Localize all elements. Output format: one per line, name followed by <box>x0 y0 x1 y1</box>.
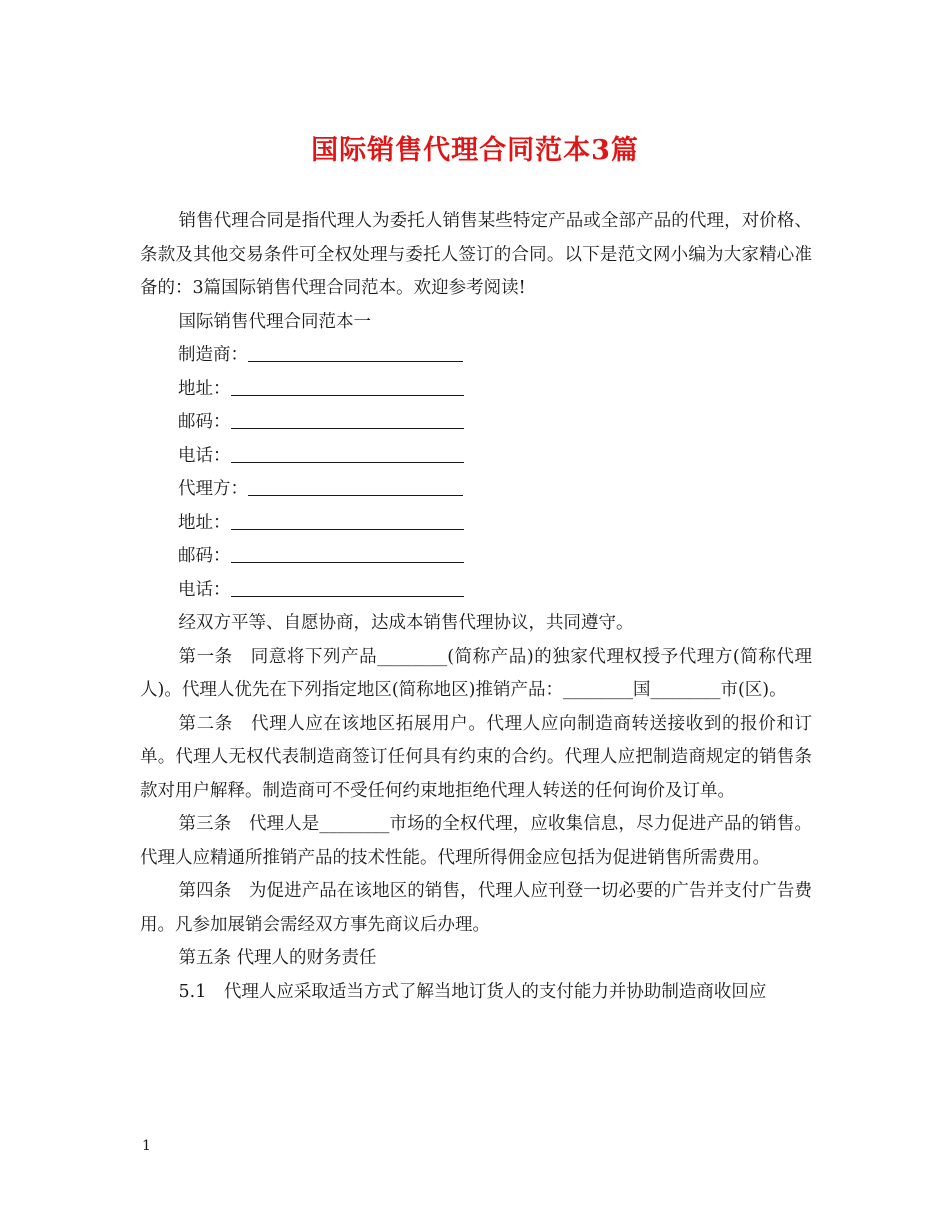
field-label: 电话： <box>178 579 231 600</box>
article-3: 第三条 代理人是________市场的全权代理，应收集信息，尽力促进产品的销售。代理人应精通所推销产品的技术性能。代理所得佣金应包括为促进销售所需费用。 <box>140 814 812 868</box>
field-label: 邮码： <box>178 546 231 566</box>
fill-in-blank <box>231 375 464 396</box>
field-label: 制造商： <box>178 345 248 365</box>
article-4: 第四条 为促进产品在该地区的销售，代理人应刊登一切必要的广告并支付广告费用。凡参加展销会需经双方事先商议后办理。 <box>140 881 812 935</box>
field-agent <box>140 473 812 507</box>
intro-paragraph: 销售代理合同是指代理人为委托人销售某些特定产品或全部产品的代理，对价格、条款及其他交易条件可全权处理与委托人签订的合同。以下是范文网小编为大家精心准备的：3篇国际销售代理合同范本。欢迎参考阅读! <box>140 211 812 298</box>
document-title: 国际销售代理合同范本3篇 <box>311 135 639 166</box>
field-address-2 <box>140 507 812 541</box>
document-body <box>140 205 812 1009</box>
fill-in-blank <box>248 475 463 496</box>
fill-in-blank <box>231 509 464 530</box>
field-postcode-2 <box>140 540 812 574</box>
field-label: 代理方： <box>178 479 248 499</box>
field-manufacturer <box>140 339 812 373</box>
field-label: 电话： <box>178 445 231 466</box>
fill-in-blank <box>248 341 463 362</box>
field-address-1 <box>140 373 812 407</box>
fill-in-blank <box>231 542 464 563</box>
article-2: 第二条 代理人应在该地区拓展用户。代理人应向制造商转送接收到的报价和订单。代理人无权代表制造商签订任何具有约束的合约。代理人应把制造商规定的销售条款对用户解释。制造商可不受任何约束地拒绝代理人转送的任何询价及订单。 <box>140 713 812 801</box>
fill-in-blank <box>231 576 464 597</box>
field-phone-2 <box>140 574 812 608</box>
fill-in-blank <box>231 408 464 429</box>
field-postcode-1 <box>140 406 812 440</box>
agreement-paragraph: 经双方平等、自愿协商，达成本销售代理协议，共同遵守。 <box>178 613 634 633</box>
article-1: 第一条 同意将下列产品________(简称产品)的独家代理权授予代理方(简称代理人)。代理人优先在下列指定地区(简称地区)推销产品：________国________市(区)。 <box>140 646 812 700</box>
field-label: 邮码： <box>178 412 231 432</box>
fill-in-blank <box>231 442 464 463</box>
article-5-heading: 第五条 代理人的财务责任 <box>178 948 377 968</box>
clause-5-1: 5.1 代理人应采取适当方式了解当地订货人的支付能力并协助制造商收回应 <box>178 981 767 1002</box>
field-label: 地址： <box>178 378 231 399</box>
page-number: 1 <box>142 1138 151 1154</box>
field-phone-1 <box>140 440 812 474</box>
section-heading: 国际销售代理合同范本一 <box>178 311 371 332</box>
field-label: 地址： <box>178 512 231 533</box>
